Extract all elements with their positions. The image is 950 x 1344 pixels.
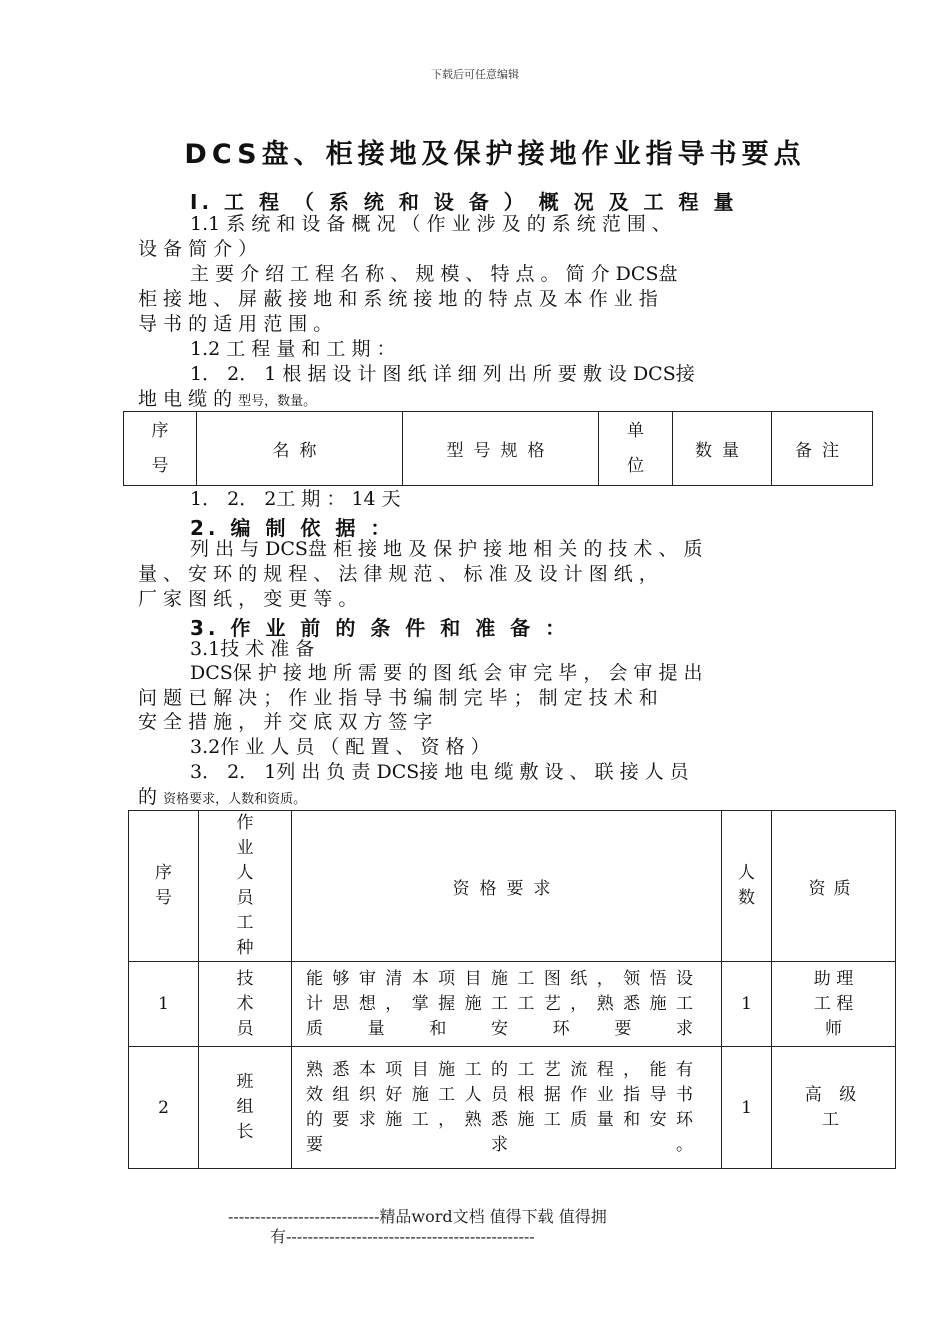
section-1-2-1-line2-main: 地 电 缆 的 bbox=[138, 388, 233, 410]
section-1-heading: I. 工 程 （ 系 统 和 设 备 ） 概 况 及 工 程 量 bbox=[190, 190, 738, 214]
personnel-row-2-requirement-cell bbox=[292, 1047, 722, 1169]
personnel-row-2-quality: 高 级 工 bbox=[772, 1047, 896, 1169]
quantity-table-header-seq: 序 号 bbox=[124, 412, 197, 486]
quantity-table-header-qty: 数量 bbox=[673, 412, 772, 486]
footer-line1: ----------------------------精品word文档 值得下载 值得拥 bbox=[228, 1207, 607, 1226]
section-3-2-1-line1: 3． 2． 1列 出 负 责 DCS接 地 电 缆 敷 设 、 联 接 人 员 bbox=[190, 761, 689, 783]
footer-line2: 有---------------------------------------------- bbox=[270, 1227, 535, 1246]
personnel-row-1-quality: 助 理 工 程 师 bbox=[772, 962, 896, 1047]
section-2-heading: 2. 编 制 依 据 ： bbox=[190, 516, 395, 540]
personnel-row-2-seq: 2 bbox=[129, 1047, 199, 1169]
section-3-2-1-line2-note: 资格要求，人数和资质。 bbox=[163, 792, 307, 807]
section-2-line1: 列 出 与 DCS盘 柜 接 地 及 保 护 接 地 相 关 的 技 术 、 质 bbox=[190, 538, 703, 560]
personnel-row-1-seq: 1 bbox=[129, 962, 199, 1047]
personnel-row-2-worker-type: 班 组 长 bbox=[199, 1047, 292, 1169]
personnel-table-header-count: 人 数 bbox=[722, 811, 772, 962]
section-2-line3: 厂 家 图 纸 ， 变 更 等 。 bbox=[138, 588, 358, 610]
section-2-line2: 量 、 安 环 的 规 程 、 法 律 规 范 、 标 准 及 设 计 图 纸 ， bbox=[138, 563, 658, 585]
section-1-2-1-line2-note: 型号，数量。 bbox=[238, 394, 317, 409]
section-3-2-heading: 3.2作 业 人 员 （ 配 置 、 资 格 ） bbox=[190, 736, 490, 758]
header-note: 下载后可任意编辑 bbox=[431, 68, 519, 81]
section-3-2-1-line2-main: 的 bbox=[138, 786, 158, 808]
personnel-row-1-requirement-cell bbox=[292, 962, 722, 1047]
personnel-table-header-requirement: 资格要求 bbox=[292, 811, 722, 962]
section-1-1-line1: 1.1 系 统 和 设 备 概 况 （ 作 业 涉 及 的 系 统 范 围 、 bbox=[190, 213, 671, 235]
personnel-table-header-worker-type: 作 业 人 员 工 种 bbox=[199, 811, 292, 962]
personnel-table-header-seq: 序 号 bbox=[129, 811, 199, 962]
section-1-2-heading: 1.2 工 程 量 和 工 期 ： bbox=[190, 338, 396, 360]
personnel-row-1-count: 1 bbox=[722, 962, 772, 1047]
personnel-table bbox=[128, 810, 896, 1169]
section-1-2-1-line1: 1． 2． 1 根 据 设 计 图 纸 详 细 列 出 所 要 敷 设 DCS接 bbox=[190, 363, 695, 385]
section-3-1-heading: 3.1技 术 准 备 bbox=[190, 638, 315, 660]
section-3-1-para-line1: DCS保 护 接 地 所 需 要 的 图 纸 会 审 完 毕 ， 会 审 提 出 bbox=[190, 662, 703, 684]
section-3-2-1-line2 bbox=[138, 785, 306, 812]
personnel-row-1-requirement: 能够审清本项目施工图纸，领悟设计思想，掌握施工工艺，熟悉施工质量和安环要求 bbox=[306, 968, 701, 1039]
personnel-table-row bbox=[129, 962, 896, 1047]
personnel-table-header-quality: 资质 bbox=[772, 811, 896, 962]
personnel-row-2-count: 1 bbox=[722, 1047, 772, 1169]
section-3-heading: 3. 作 业 前 的 条 件 和 准 备 ： bbox=[190, 616, 570, 640]
quantity-table-header-model: 型号规格 bbox=[403, 412, 599, 486]
personnel-table-row bbox=[129, 1047, 896, 1169]
personnel-row-1-worker-type: 技 术 员 bbox=[199, 962, 292, 1047]
quantity-table-header-unit: 单 位 bbox=[599, 412, 673, 486]
section-1-2-2-duration: 1． 2． 2工 期 ： 14 天 bbox=[190, 488, 401, 510]
section-1-1-para-line1: 主 要 介 绍 工 程 名 称 、 规 模 、 特 点 。 简 介 DCS盘 bbox=[190, 263, 678, 285]
section-3-1-para-line2: 问 题 已 解 决 ； 作 业 指 导 书 编 制 完 毕 ； 制 定 技 术 和 bbox=[138, 687, 658, 709]
personnel-row-2-requirement: 熟悉本项目施工的工艺流程，能有效组织好施工人员根据作业指导书的要求施工，熟悉施工质量和安环要求。 bbox=[306, 1059, 701, 1155]
section-1-2-1-line2 bbox=[138, 387, 316, 414]
section-1-1-line2: 设 备 简 介 ） bbox=[138, 238, 258, 260]
quantity-table-header-remark: 备注 bbox=[772, 412, 873, 486]
section-3-1-para-line3: 安 全 措 施 ， 并 交 底 双 方 签 字 bbox=[138, 711, 433, 733]
quantity-table-header-name: 名称 bbox=[197, 412, 403, 486]
quantity-table bbox=[123, 411, 873, 486]
document-title: DCS盘、柜接地及保护接地作业指导书要点 bbox=[184, 139, 806, 170]
section-1-1-para-line2: 柜 接 地 、 屏 蔽 接 地 和 系 统 接 地 的 特 点 及 本 作 业 指 bbox=[138, 288, 658, 310]
section-1-1-para-line3: 导 书 的 适 用 范 围 。 bbox=[138, 313, 333, 335]
